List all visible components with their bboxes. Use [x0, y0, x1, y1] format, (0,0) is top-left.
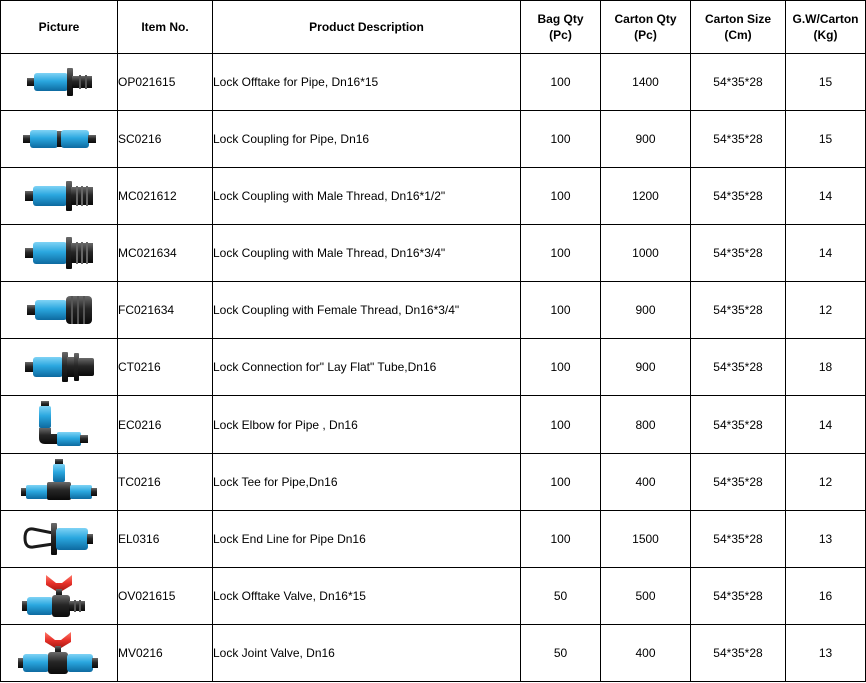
table-row	[1, 454, 866, 511]
lay-flat-connector-icon	[19, 347, 99, 387]
header-row	[1, 1, 866, 54]
carton-qty: 900	[601, 111, 691, 168]
picture-cell	[1, 454, 118, 511]
carton-qty: 400	[601, 454, 691, 511]
bag-qty: 50	[521, 625, 601, 682]
table-row	[1, 168, 866, 225]
description: Lock Elbow for Pipe , Dn16	[213, 396, 521, 454]
picture-cell	[1, 111, 118, 168]
end-line-icon	[19, 517, 99, 561]
table-row	[1, 625, 866, 682]
male-thread-coupling-icon	[19, 176, 99, 216]
carton-qty: 1400	[601, 54, 691, 111]
offtake-valve-icon	[18, 571, 100, 621]
item-no: MC021612	[118, 168, 213, 225]
male-thread-coupling-icon	[19, 233, 99, 273]
carton-size: 54*35*28	[691, 454, 786, 511]
female-thread-coupling-icon	[19, 290, 99, 330]
description: Lock End Line for Pipe Dn16	[213, 511, 521, 568]
picture-cell	[1, 225, 118, 282]
carton-qty: 900	[601, 282, 691, 339]
table-row	[1, 511, 866, 568]
weight: 13	[786, 625, 866, 682]
description: Lock Coupling with Male Thread, Dn16*3/4"	[213, 225, 521, 282]
table-row	[1, 111, 866, 168]
description: Lock Offtake Valve, Dn16*15	[213, 568, 521, 625]
description: Lock Connection for" Lay Flat" Tube,Dn16	[213, 339, 521, 396]
description: Lock Coupling for Pipe, Dn16	[213, 111, 521, 168]
item-no: MV0216	[118, 625, 213, 682]
carton-size: 54*35*28	[691, 625, 786, 682]
weight: 18	[786, 339, 866, 396]
lock-coupling-icon	[19, 119, 99, 159]
carton-qty: 500	[601, 568, 691, 625]
table-row	[1, 282, 866, 339]
picture-cell	[1, 568, 118, 625]
carton-size: 54*35*28	[691, 396, 786, 454]
description: Lock Coupling with Female Thread, Dn16*3/4"	[213, 282, 521, 339]
carton-qty: 800	[601, 396, 691, 454]
header-weight: G.W/Carton (Kg)	[786, 1, 866, 54]
bag-qty: 100	[521, 339, 601, 396]
bag-qty: 100	[521, 396, 601, 454]
lock-offtake-icon	[19, 62, 99, 102]
picture-cell	[1, 168, 118, 225]
carton-size: 54*35*28	[691, 225, 786, 282]
item-no: EL0316	[118, 511, 213, 568]
weight: 12	[786, 454, 866, 511]
header-carton-qty: Carton Qty (Pc)	[601, 1, 691, 54]
table-row	[1, 396, 866, 454]
header-picture: Picture	[1, 1, 118, 54]
item-no: CT0216	[118, 339, 213, 396]
bag-qty: 100	[521, 282, 601, 339]
carton-size: 54*35*28	[691, 339, 786, 396]
item-no: TC0216	[118, 454, 213, 511]
picture-cell	[1, 625, 118, 682]
table-row	[1, 568, 866, 625]
joint-valve-icon	[15, 628, 103, 678]
weight: 14	[786, 396, 866, 454]
weight: 13	[786, 511, 866, 568]
description: Lock Tee for Pipe,Dn16	[213, 454, 521, 511]
carton-qty: 1000	[601, 225, 691, 282]
bag-qty: 100	[521, 511, 601, 568]
carton-size: 54*35*28	[691, 282, 786, 339]
lock-tee-icon	[19, 457, 99, 507]
picture-cell	[1, 282, 118, 339]
bag-qty: 100	[521, 54, 601, 111]
carton-size: 54*35*28	[691, 511, 786, 568]
description: Lock Joint Valve, Dn16	[213, 625, 521, 682]
picture-cell	[1, 396, 118, 454]
item-no: OP021615	[118, 54, 213, 111]
carton-qty: 400	[601, 625, 691, 682]
weight: 16	[786, 568, 866, 625]
weight: 12	[786, 282, 866, 339]
picture-cell	[1, 54, 118, 111]
table-row	[1, 339, 866, 396]
table-row	[1, 225, 866, 282]
weight: 15	[786, 111, 866, 168]
carton-size: 54*35*28	[691, 168, 786, 225]
carton-qty: 900	[601, 339, 691, 396]
item-no: FC021634	[118, 282, 213, 339]
bag-qty: 100	[521, 168, 601, 225]
item-no: MC021634	[118, 225, 213, 282]
description: Lock Coupling with Male Thread, Dn16*1/2"	[213, 168, 521, 225]
table-row	[1, 54, 866, 111]
item-no: SC0216	[118, 111, 213, 168]
carton-qty: 1500	[601, 511, 691, 568]
picture-cell	[1, 511, 118, 568]
item-no: EC0216	[118, 396, 213, 454]
carton-size: 54*35*28	[691, 568, 786, 625]
carton-size: 54*35*28	[691, 54, 786, 111]
bag-qty: 100	[521, 454, 601, 511]
header-description: Product Description	[213, 1, 521, 54]
carton-qty: 1200	[601, 168, 691, 225]
weight: 14	[786, 225, 866, 282]
header-item-no: Item No.	[118, 1, 213, 54]
lock-elbow-icon	[19, 399, 99, 451]
bag-qty: 100	[521, 225, 601, 282]
header-carton-size: Carton Size (Cm)	[691, 1, 786, 54]
bag-qty: 50	[521, 568, 601, 625]
weight: 14	[786, 168, 866, 225]
picture-cell	[1, 339, 118, 396]
bag-qty: 100	[521, 111, 601, 168]
item-no: OV021615	[118, 568, 213, 625]
description: Lock Offtake for Pipe, Dn16*15	[213, 54, 521, 111]
weight: 15	[786, 54, 866, 111]
header-bag-qty: Bag Qty (Pc)	[521, 1, 601, 54]
carton-size: 54*35*28	[691, 111, 786, 168]
